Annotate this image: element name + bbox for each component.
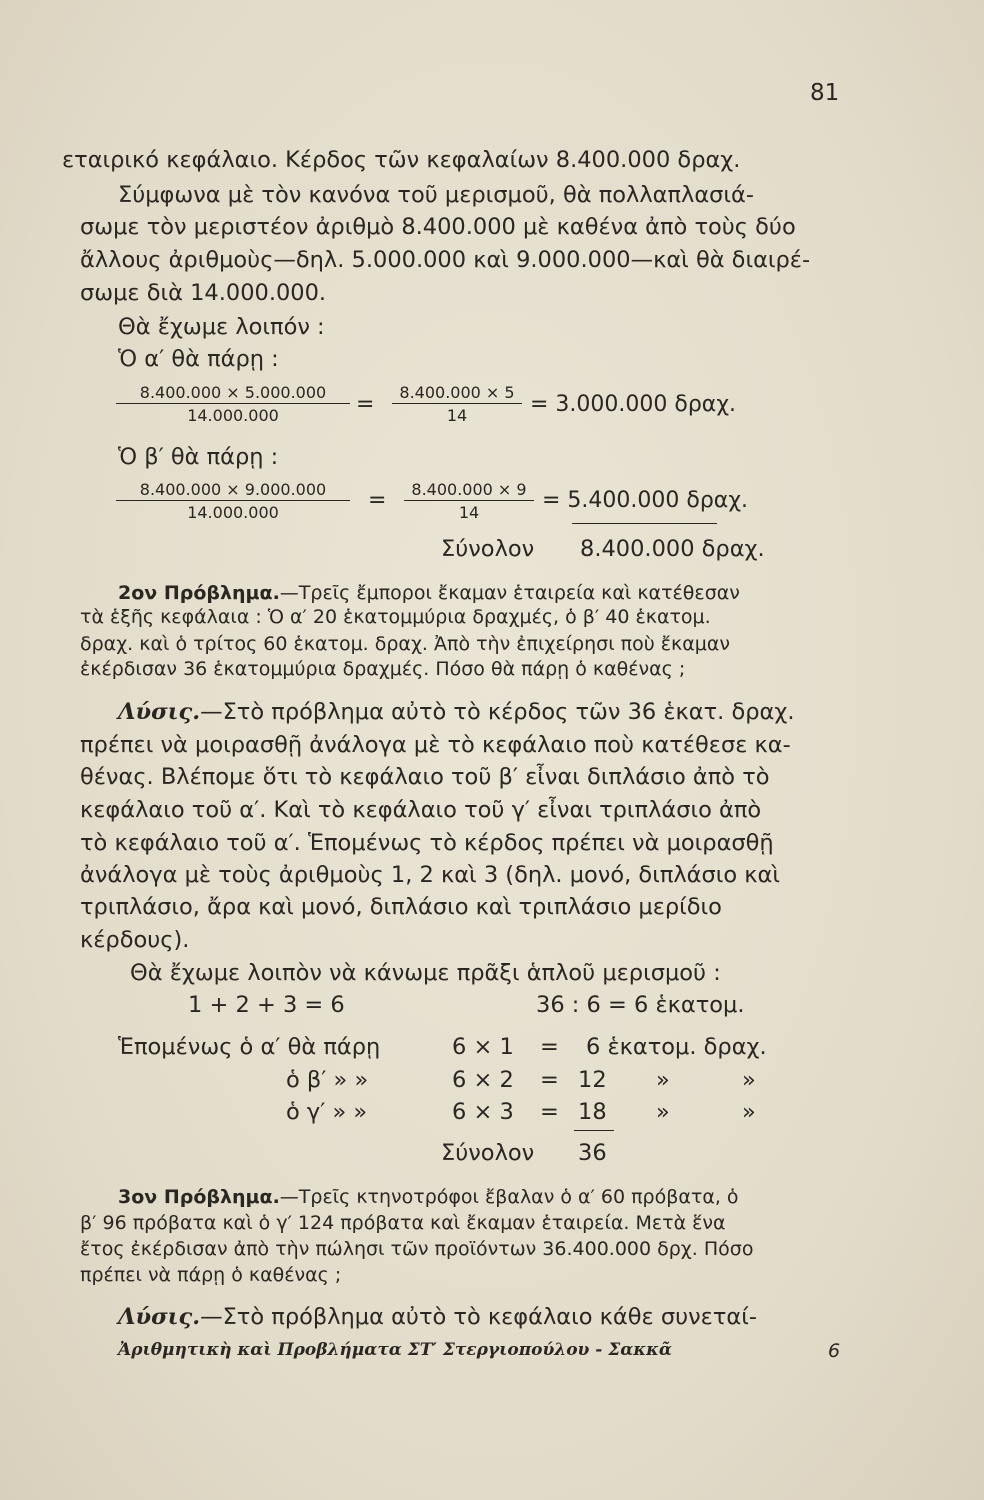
total-label: Σύνολον: [441, 536, 535, 562]
text-line: ἔτος ἐκέρδισαν ἀπὸ τὴν πώλησι τῶν προϊόντων 36.400.000 δρχ. Πόσο: [80, 1238, 754, 1260]
text-line: σωμε τὸν μεριστέον ἀριθμὸ 8.400.000 μὲ καθένα ἀπὸ τοὺς δύο: [80, 214, 796, 240]
solution-label: Λύσις.: [118, 699, 201, 725]
row-who: Ἑπομένως ὁ α′ θὰ πάρῃ: [118, 1034, 381, 1060]
text-line: ἐκέρδισαν 36 ἑκατομμύρια δραχμές. Πόσο θὰ πάρῃ ὁ καθένας ;: [80, 658, 686, 680]
numerator: 8.400.000 × 5.000.000: [139, 383, 327, 402]
numerator: 8.400.000 × 9.000.000: [139, 480, 327, 499]
text-line: θένας. Βλέπομε ὅτι τὸ κεφάλαιο τοῦ β′ εἶναι διπλάσιο ἀπὸ τὸ: [80, 764, 770, 790]
row-val: 18: [578, 1099, 607, 1125]
text-line: β′ 96 πρόβατα καὶ ὁ γ′ 124 πρόβατα καὶ ἔκαμαν ἑταιρεία. Μετὰ ἕνα: [80, 1212, 726, 1234]
ditto-mark: »: [742, 1067, 756, 1093]
total-value: 36: [578, 1140, 607, 1166]
fraction: [116, 383, 350, 425]
row-eq: =: [540, 1034, 559, 1060]
numerator: 8.400.000 × 9: [411, 480, 527, 499]
ditto-mark: »: [742, 1099, 756, 1125]
text-line: κέρδους).: [80, 927, 190, 953]
row-who: ὁ γ′ » »: [286, 1099, 368, 1125]
denominator: 14: [446, 406, 468, 425]
fraction-bar: [392, 403, 522, 404]
row-val: 6 ἑκατομ. δραχ.: [586, 1034, 767, 1060]
row-calc: 6 × 1: [452, 1034, 514, 1060]
text-line: Θὰ ἔχωμε λοιπόν :: [118, 314, 325, 340]
fraction: [392, 383, 522, 425]
ditto-mark: »: [656, 1099, 670, 1125]
ditto-mark: »: [656, 1067, 670, 1093]
equals-sign: =: [368, 488, 387, 513]
equals-sign: =: [356, 392, 375, 417]
fraction-bar: [404, 500, 534, 501]
row-calc: 6 × 3: [452, 1099, 514, 1125]
denominator: 14.000.000: [187, 503, 279, 522]
solution-label: Λύσις.: [118, 1304, 201, 1330]
solution-line: [118, 1302, 898, 1332]
text-line: Ὁ β′ θὰ πάρῃ :: [118, 444, 279, 470]
numerator: 8.400.000 × 5: [399, 383, 515, 402]
row-val: 12: [578, 1067, 607, 1093]
text-line: ἄλλους ἀριθμοὺς—δηλ. 5.000.000 καὶ 9.000.000—καὶ θὰ διαιρέ-: [80, 247, 811, 273]
text-line: εταιρικό κεφάλαιο. Κέρδος τῶν κεφαλαίων 8.400.000 δραχ.: [62, 147, 741, 173]
solution-text: —Στὸ πρόβλημα αὐτὸ τὸ κέρδος τῶν 36 ἑκατ. δραχ.: [200, 699, 795, 725]
result: = 5.400.000 δραχ.: [542, 488, 749, 513]
problem-statement: [118, 1184, 898, 1210]
sum-rule: [574, 1130, 614, 1131]
fraction-bar: [116, 500, 350, 501]
row-eq: =: [540, 1099, 559, 1125]
text-line: πρέπει νὰ μοιρασθῇ ἀνάλογα μὲ τὸ κεφάλαιο ποὺ κατέθεσε κα-: [80, 732, 791, 758]
text-line: Σύμφωνα μὲ τὸν κανόνα τοῦ μερισμοῦ, θὰ πολλαπλασιά-: [118, 182, 754, 208]
problem-title: 2ον Πρόβλημα.: [118, 582, 280, 604]
row-eq: =: [540, 1067, 559, 1093]
text-line: δραχ. καὶ ὁ τρίτος 60 ἑκατομ. δραχ. Ἀπὸ τὴν ἐπιχείρησι ποὺ ἔκαμαν: [80, 633, 730, 655]
text-line: κεφάλαιο τοῦ α′. Καὶ τὸ κεφάλαιο τοῦ γ′ εἶναι τριπλάσιο ἀπὸ: [80, 797, 762, 823]
text-line: τὸ κεφάλαιο τοῦ α′. Ἑπομένως τὸ κέρδος πρέπει νὰ μοιρασθῇ: [80, 830, 774, 856]
denominator: 14.000.000: [187, 406, 279, 425]
solution-text: —Στὸ πρόβλημα αὐτὸ τὸ κεφάλαιο κάθε συνεταί-: [200, 1304, 757, 1330]
row-who: ὁ β′ » »: [286, 1067, 369, 1093]
division-equation: 36 : 6 = 6 ἑκατομ.: [536, 992, 745, 1018]
result: = 3.000.000 δραχ.: [530, 392, 737, 417]
problem-title: 3ον Πρόβλημα.: [118, 1186, 280, 1208]
text-line: τριπλάσιο, ἄρα καὶ μονό, διπλάσιο καὶ τριπλάσιο μερίδιο: [80, 894, 722, 920]
fraction-bar: [116, 403, 350, 404]
text-line: τὰ ἑξῆς κεφάλαια : Ὁ α′ 20 ἑκατομμύρια δραχμές, ὁ β′ 40 ἑκατομ.: [80, 606, 711, 628]
page-number: 81: [810, 80, 840, 106]
total-value: 8.400.000 δραχ.: [580, 536, 765, 562]
fraction: [116, 480, 350, 522]
problem-text: —Τρεῖς κτηνοτρόφοι ἔβαλαν ὁ α′ 60 πρόβατα, ὁ: [279, 1186, 739, 1208]
sum-rule: [572, 523, 717, 524]
problem-statement: [118, 580, 898, 606]
text-line: σωμε διὰ 14.000.000.: [80, 280, 327, 306]
sum-equation: 1 + 2 + 3 = 6: [188, 992, 345, 1018]
denominator: 14: [458, 503, 480, 522]
footer-signature: 6: [828, 1340, 841, 1362]
footer-book-title: Ἀριθμητικὴ καὶ Προβλήματα ΣΤ′ Στεργιοπούλου - Σακκᾶ: [118, 1340, 672, 1360]
fraction: [404, 480, 534, 522]
text-line: Θὰ ἔχωμε λοιπὸν νὰ κάνωμε πρᾶξι ἁπλοῦ μερισμοῦ :: [130, 960, 721, 986]
text-line: ἀνάλογα μὲ τοὺς ἀριθμοὺς 1, 2 καὶ 3 (δηλ. μονό, διπλάσιο καὶ: [80, 862, 781, 888]
row-calc: 6 × 2: [452, 1067, 514, 1093]
total-label: Σύνολον: [441, 1140, 535, 1166]
problem-text: —Τρεῖς ἔμποροι ἔκαμαν ἑταιρεία καὶ κατέθεσαν: [279, 582, 740, 604]
text-line: πρέπει νὰ πάρῃ ὁ καθένας ;: [80, 1264, 342, 1286]
text-line: Ὁ α′ θὰ πάρῃ :: [118, 346, 279, 372]
solution-line: [118, 697, 898, 727]
